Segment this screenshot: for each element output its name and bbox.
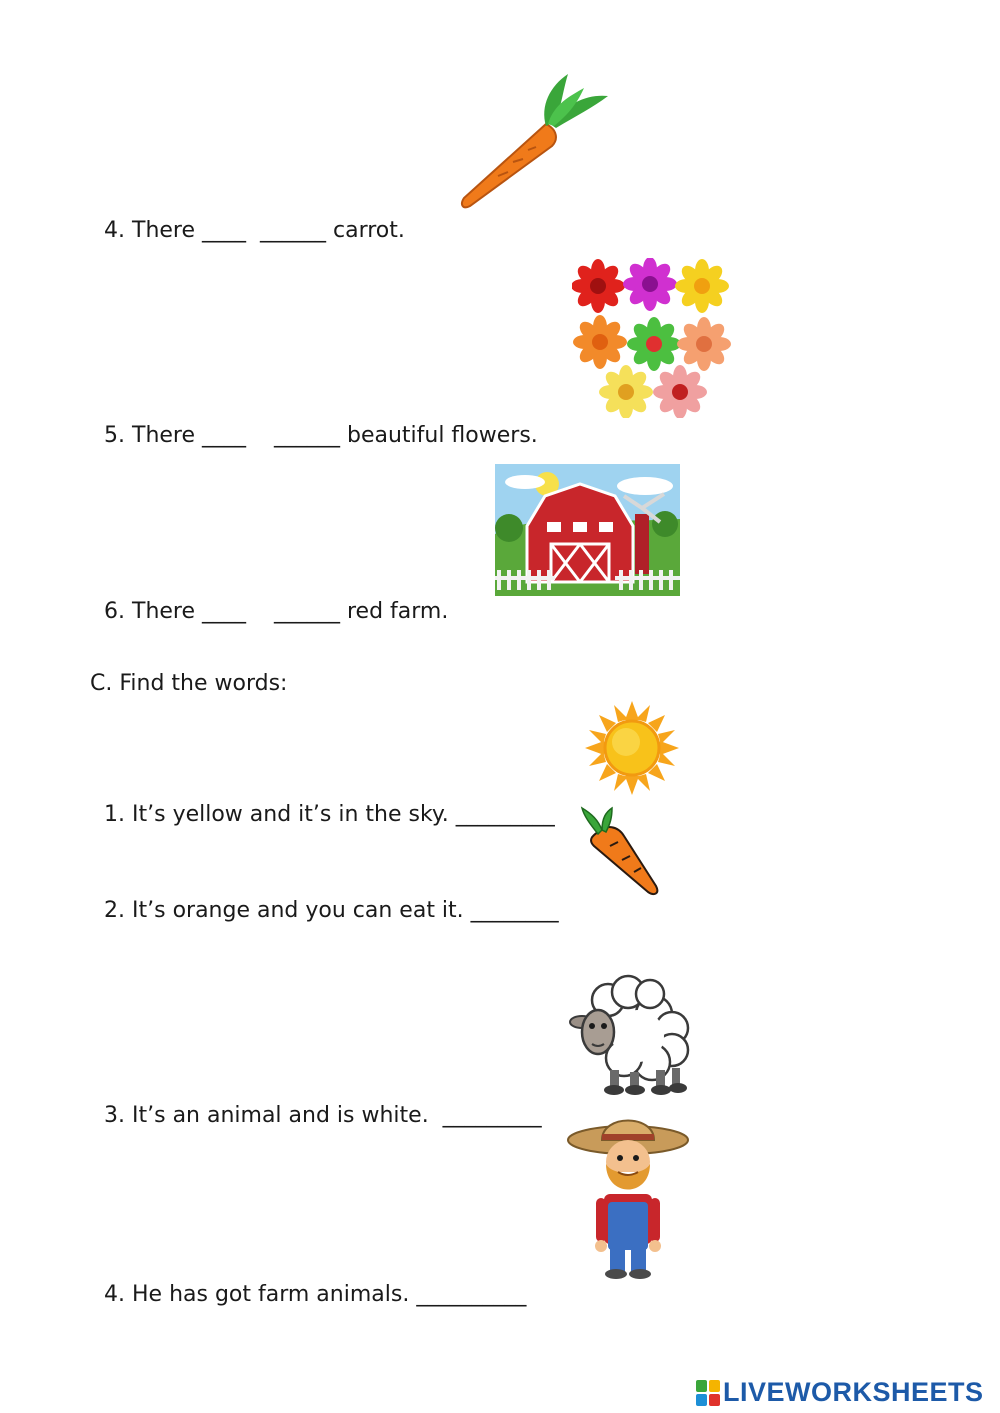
fill-in-sentence[interactable]: It’s an animal and is white. _________ [132,1103,542,1128]
item-number: 3. [104,1103,125,1128]
exercise-c-item-4 [90,1256,526,1308]
carrot-icon [458,66,613,211]
red-barn-icon [495,464,680,596]
liveworksheets-logo [696,1377,984,1408]
fill-in-sentence[interactable]: It’s yellow and it’s in the sky. _________ [132,802,555,827]
exercise-b-item-6 [90,573,448,625]
exercise-c-item-1 [90,776,555,828]
section-c-heading: C. Find the words: [90,671,288,696]
item-number: 1. [104,802,125,827]
fill-in-sentence[interactable]: There ____ ______ red farm. [132,599,449,624]
fill-in-sentence[interactable]: There ____ ______ carrot. [132,218,405,243]
item-number: 4. [104,218,125,243]
carrot-icon [576,806,664,896]
item-number: 2. [104,898,125,923]
exercise-c-item-2 [90,872,559,924]
logo-mark-icon [696,1380,720,1406]
exercise-b-item-5 [90,397,538,449]
sun-icon [584,700,680,796]
flowers-icon [572,258,732,418]
exercise-b-item-4 [90,192,405,244]
logo-text: LIVEWORKSHEETS [723,1377,984,1407]
item-number: 5. [104,423,125,448]
fill-in-sentence[interactable]: It’s orange and you can eat it. ________ [132,898,559,923]
farmer-icon [566,1106,691,1281]
sheep-icon [568,970,693,1100]
exercise-c-item-3 [90,1077,542,1129]
item-number: 6. [104,599,125,624]
fill-in-sentence[interactable]: He has got farm animals. __________ [132,1282,527,1307]
fill-in-sentence[interactable]: There ____ ______ beautiful flowers. [132,423,538,448]
item-number: 4. [104,1282,125,1307]
